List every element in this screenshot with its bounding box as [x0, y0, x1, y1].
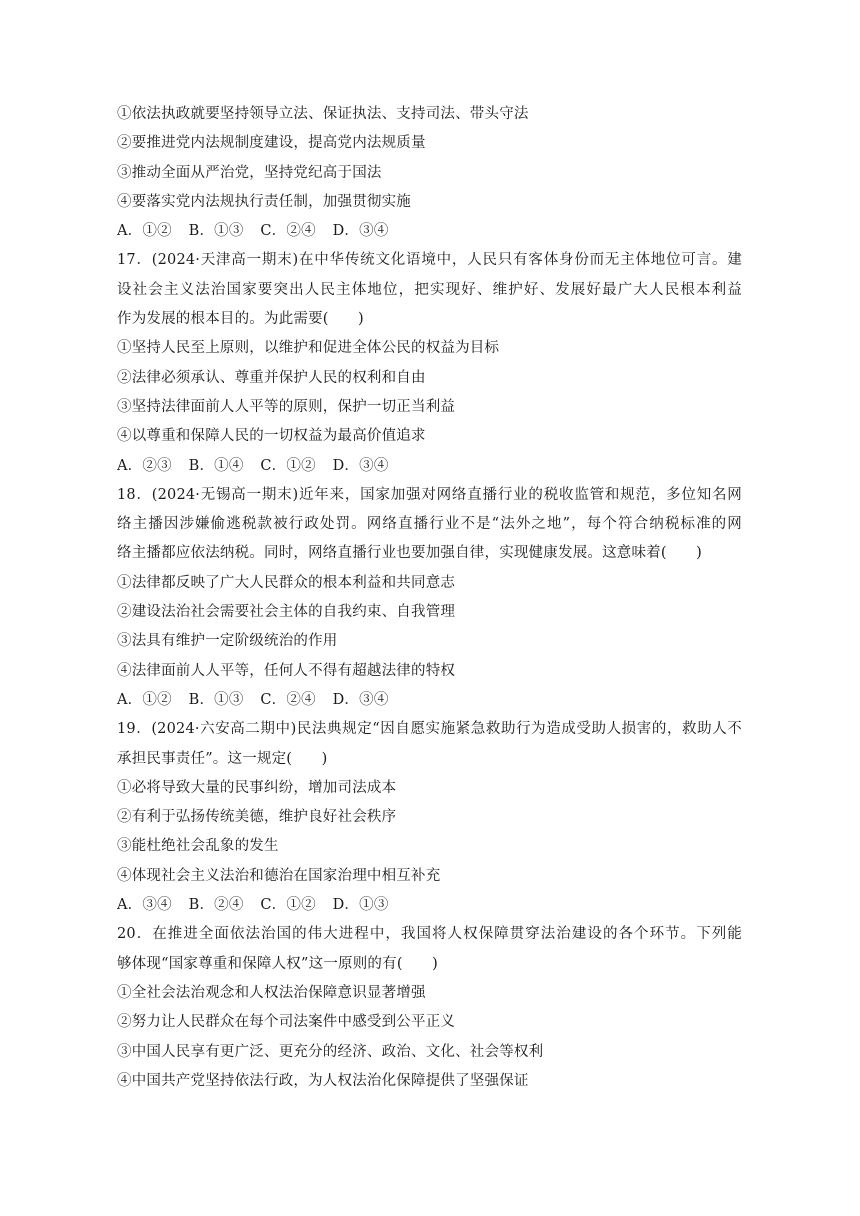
q16-option-3: ③推动全面从严治党，坚持党纪高于国法	[117, 164, 382, 181]
q17-choice-d: D．③④	[332, 457, 389, 474]
q20-stem-line-2: 够体现“国家尊重和保障人权”这一原则的有( )	[117, 955, 438, 972]
q16-choice-b: B．①③	[188, 223, 244, 240]
q18-choice-a: A．①②	[117, 691, 172, 708]
question-17	[117, 246, 742, 480]
q17-option-2: ②法律必须承认、尊重并保护人民的权利和自由	[117, 369, 426, 386]
q19-answer-choices	[117, 891, 742, 920]
exam-page	[117, 100, 742, 1096]
q18-option-1: ①法律都反映了广大人民群众的根本利益和共同意志	[117, 574, 456, 591]
q17-choice-c: C．①②	[260, 457, 316, 474]
q16-choice-a: A．①②	[117, 223, 172, 240]
q20-option-1: ①全社会法治观念和人权法治保障意识显著增强	[117, 984, 426, 1001]
q19-option-4: ④体现社会主义法治和德治在国家治理中相互补充	[117, 867, 441, 884]
q19-choice-d: D．①③	[332, 897, 389, 914]
q20-option-2: ②努力让人民群众在每个司法案件中感受到公平正义	[117, 1014, 456, 1031]
q17-option-4: ④以尊重和保障人民的一切权益为最高价值追求	[117, 428, 426, 445]
q18-option-3: ③法具有维护一定阶级统治的作用	[117, 633, 338, 650]
q19-option-1: ①必将导致大量的民事纠纷，增加司法成本	[117, 779, 397, 796]
q19-stem-line-1: 19．(2024·六安高二期中)民法典规定“因自愿实施紧急救助行为造成受助人损害的，救助人不	[117, 721, 742, 738]
q19-choice-a: A．③④	[117, 897, 172, 914]
q19-option-2: ②有利于弘扬传统美德，维护良好社会秩序	[117, 809, 397, 826]
q17-stem-line-2: 设社会主义法治国家要突出人民主体地位，把实现好、维护好、发展好最广大人民根本利益	[117, 281, 742, 298]
q17-answer-choices	[117, 452, 742, 481]
q17-choice-a: A．②③	[117, 457, 172, 474]
question-18	[117, 481, 742, 715]
q17-option-3: ③坚持法律面前人人平等的原则，保护一切正当利益	[117, 398, 456, 415]
q17-stem-line-1: 17．(2024·天津高一期末)在中华传统文化语境中，人民只有客体身份而无主体地位可言。建	[117, 252, 742, 269]
q20-option-4: ④中国共产党坚持依法行政，为人权法治化保障提供了坚强保证	[117, 1072, 529, 1089]
q20-option-3: ③中国人民享有更广泛、更充分的经济、政治、文化、社会等权利	[117, 1043, 544, 1060]
q18-choice-c: C．②④	[260, 691, 316, 708]
q16-option-2: ②要推进党内法规制度建设，提高党内法规质量	[117, 135, 426, 152]
q16-option-4: ④要落实党内法规执行责任制，加强贯彻实施	[117, 193, 411, 210]
q18-stem-line-3: 络主播都应依法纳税。同时，网络直播行业也要加强自律，实现健康发展。这意味着( )	[117, 545, 703, 562]
q18-choice-b: B．①③	[188, 691, 244, 708]
q18-choice-d: D．③④	[332, 691, 389, 708]
q20-stem-line-1: 20．在推进全面依法治国的伟大进程中，我国将人权保障贯穿法治建设的各个环节。下列能	[117, 926, 742, 943]
q17-choice-b: B．①④	[188, 457, 244, 474]
q16-option-1: ①依法执政就要坚持领导立法、保证执法、支持司法、带头守法	[117, 106, 529, 122]
q18-option-4: ④法律面前人人平等，任何人不得有超越法律的特权	[117, 662, 456, 679]
q19-choice-b: B．②④	[188, 897, 244, 914]
q19-option-3: ③能杜绝社会乱象的发生	[117, 838, 279, 855]
q18-stem-line-1: 18．(2024·无锡高一期末)近年来，国家加强对网络直播行业的税收监管和规范，多位知名网	[117, 486, 742, 503]
q17-option-1: ①坚持人民至上原则，以维护和促进全体公民的权益为目标	[117, 340, 500, 357]
question-20	[117, 920, 742, 1096]
q16-choice-c: C．②④	[260, 223, 316, 240]
q18-stem-line-2: 络主播因涉嫌偷逃税款被行政处罚。网络直播行业不是“法外之地”，每个符合纳税标准的网	[117, 516, 742, 533]
q16-choice-d: D．③④	[332, 223, 389, 240]
q19-choice-c: C．①②	[260, 897, 316, 914]
q16-answer-choices	[117, 217, 742, 246]
q19-stem-line-2: 承担民事责任”。这一规定( )	[117, 750, 328, 767]
q18-answer-choices	[117, 686, 742, 715]
question-19	[117, 715, 742, 920]
question-16-tail	[117, 100, 742, 246]
q18-option-2: ②建设法治社会需要社会主体的自我约束、自我管理	[117, 604, 456, 621]
q17-stem-line-3: 作为发展的根本目的。为此需要( )	[117, 311, 364, 328]
